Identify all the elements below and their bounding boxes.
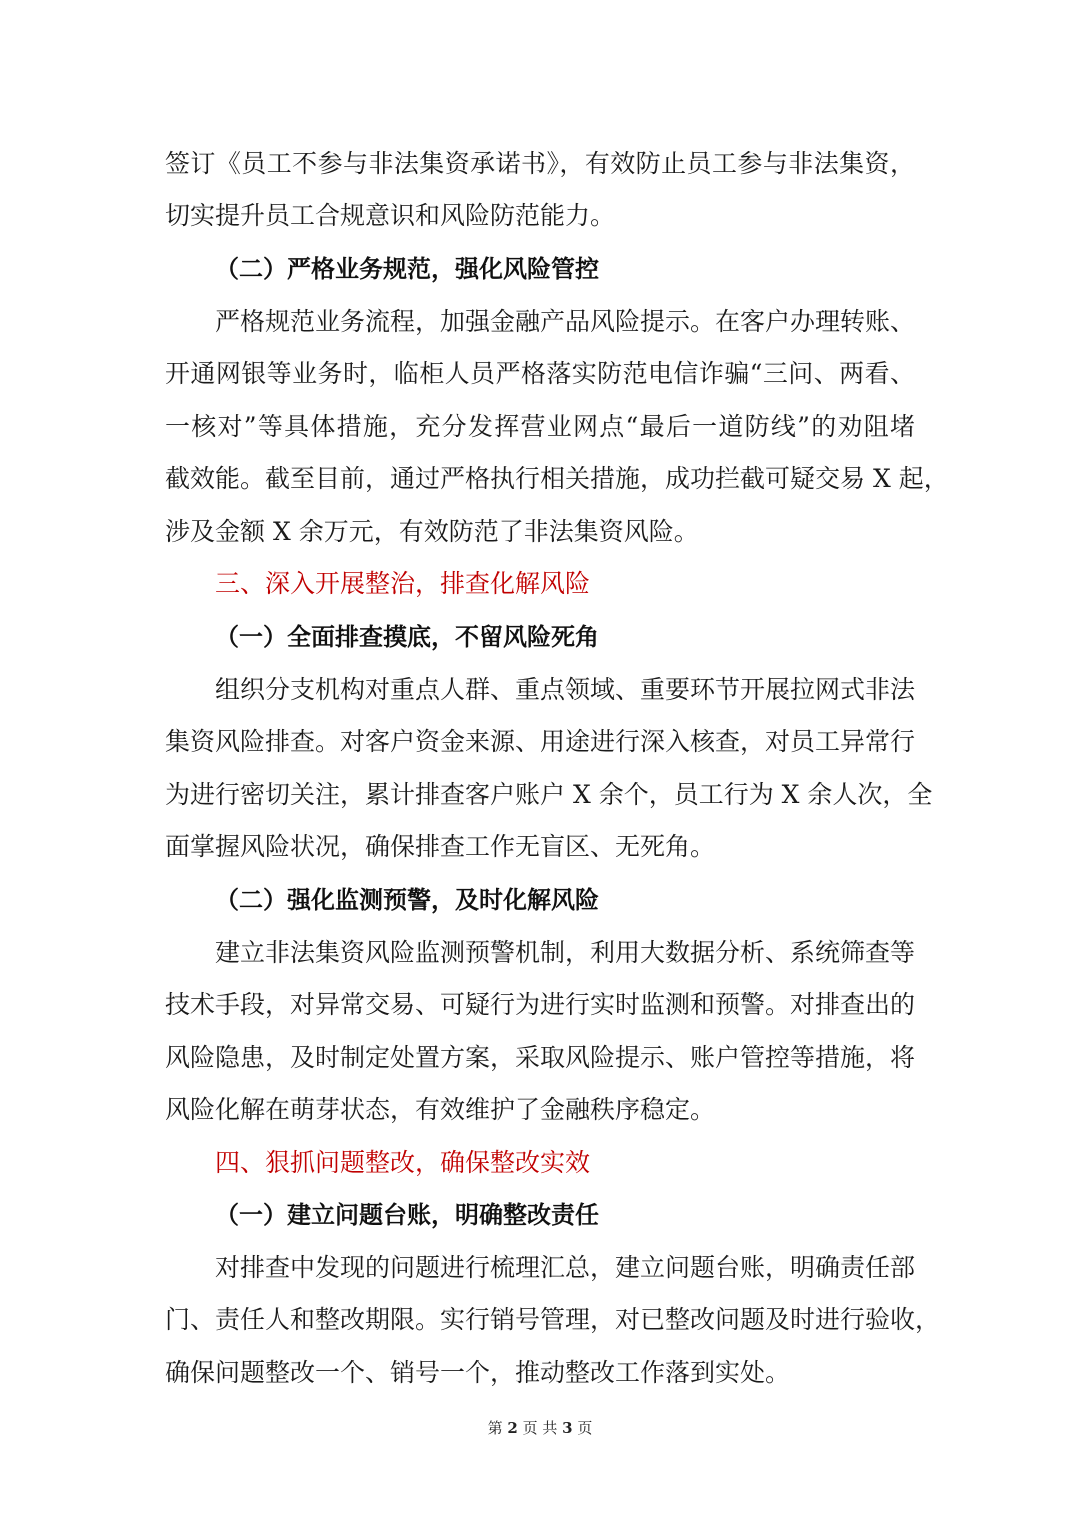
page-footer [0, 1418, 1080, 1438]
total-pages-number: 3 [562, 1419, 573, 1437]
current-page-number: 2 [507, 1419, 518, 1437]
paragraph-line: 签订《员工不参与非法集资承诺书》，有效防止员工参与非法集资， [165, 149, 915, 178]
paragraph-line: 面掌握风险状况，确保排查工作无盲区、无死角。 [165, 832, 716, 861]
section-heading: 四、狠抓问题整改，确保整改实效 [215, 1148, 591, 1177]
paragraph-line: 建立非法集资风险监测预警机制，利用大数据分析、系统筛查等 [215, 938, 916, 967]
section-heading: 三、深入开展整治，排查化解风险 [215, 569, 591, 598]
paragraph-line: 一核对”等具体措施，充分发挥营业网点“最后一道防线”的劝阻堵 [165, 412, 915, 441]
subsection-heading: （一）建立问题台账，明确整改责任 [215, 1200, 599, 1229]
paragraph-line: 严格规范业务流程，加强金融产品风险提示。在客户办理转账、 [215, 307, 916, 336]
paragraph-line: 门、责任人和整改期限。实行销号管理，对已整改问题及时进行验收， [165, 1305, 941, 1334]
footer-suffix: 页 [577, 1419, 593, 1437]
footer-prefix: 第 [487, 1419, 503, 1437]
paragraph-line: 风险化解在萌芽状态，有效维护了金融秩序稳定。 [165, 1095, 716, 1124]
subsection-heading: （一）全面排查摸底，不留风险死角 [215, 622, 599, 651]
paragraph-line: 涉及金额 X 余万元，有效防范了非法集资风险。 [165, 517, 699, 546]
paragraph-line: 对排查中发现的问题进行梳理汇总，建立问题台账，明确责任部 [215, 1253, 916, 1282]
paragraph-line: 组织分支机构对重点人群、重点领域、重要环节开展拉网式非法 [215, 675, 916, 704]
paragraph-line: 切实提升员工合规意识和风险防范能力。 [165, 201, 616, 230]
paragraph-line: 开通网银等业务时，临柜人员严格落实防范电信诈骗“三问、两看、 [165, 359, 915, 388]
paragraph-line: 技术手段，对异常交易、可疑行为进行实时监测和预警。对排查出的 [165, 990, 916, 1019]
paragraph-line: 为进行密切关注，累计排查客户账户 X 余个，员工行为 X 余人次，全 [165, 780, 933, 809]
paragraph-line: 风险隐患，及时制定处置方案，采取风险提示、账户管控等措施，将 [165, 1043, 916, 1072]
subsection-heading: （二）严格业务规范，强化风险管控 [215, 254, 599, 283]
paragraph-line: 截效能。截至目前，通过严格执行相关措施，成功拦截可疑交易 X 起， [165, 464, 949, 493]
paragraph-line: 确保问题整改一个、销号一个，推动整改工作落到实处。 [165, 1358, 791, 1387]
paragraph-line: 集资风险排查。对客户资金来源、用途进行深入核查，对员工异常行 [165, 727, 916, 756]
subsection-heading: （二）强化监测预警，及时化解风险 [215, 885, 599, 914]
footer-middle: 页 共 [522, 1419, 558, 1437]
